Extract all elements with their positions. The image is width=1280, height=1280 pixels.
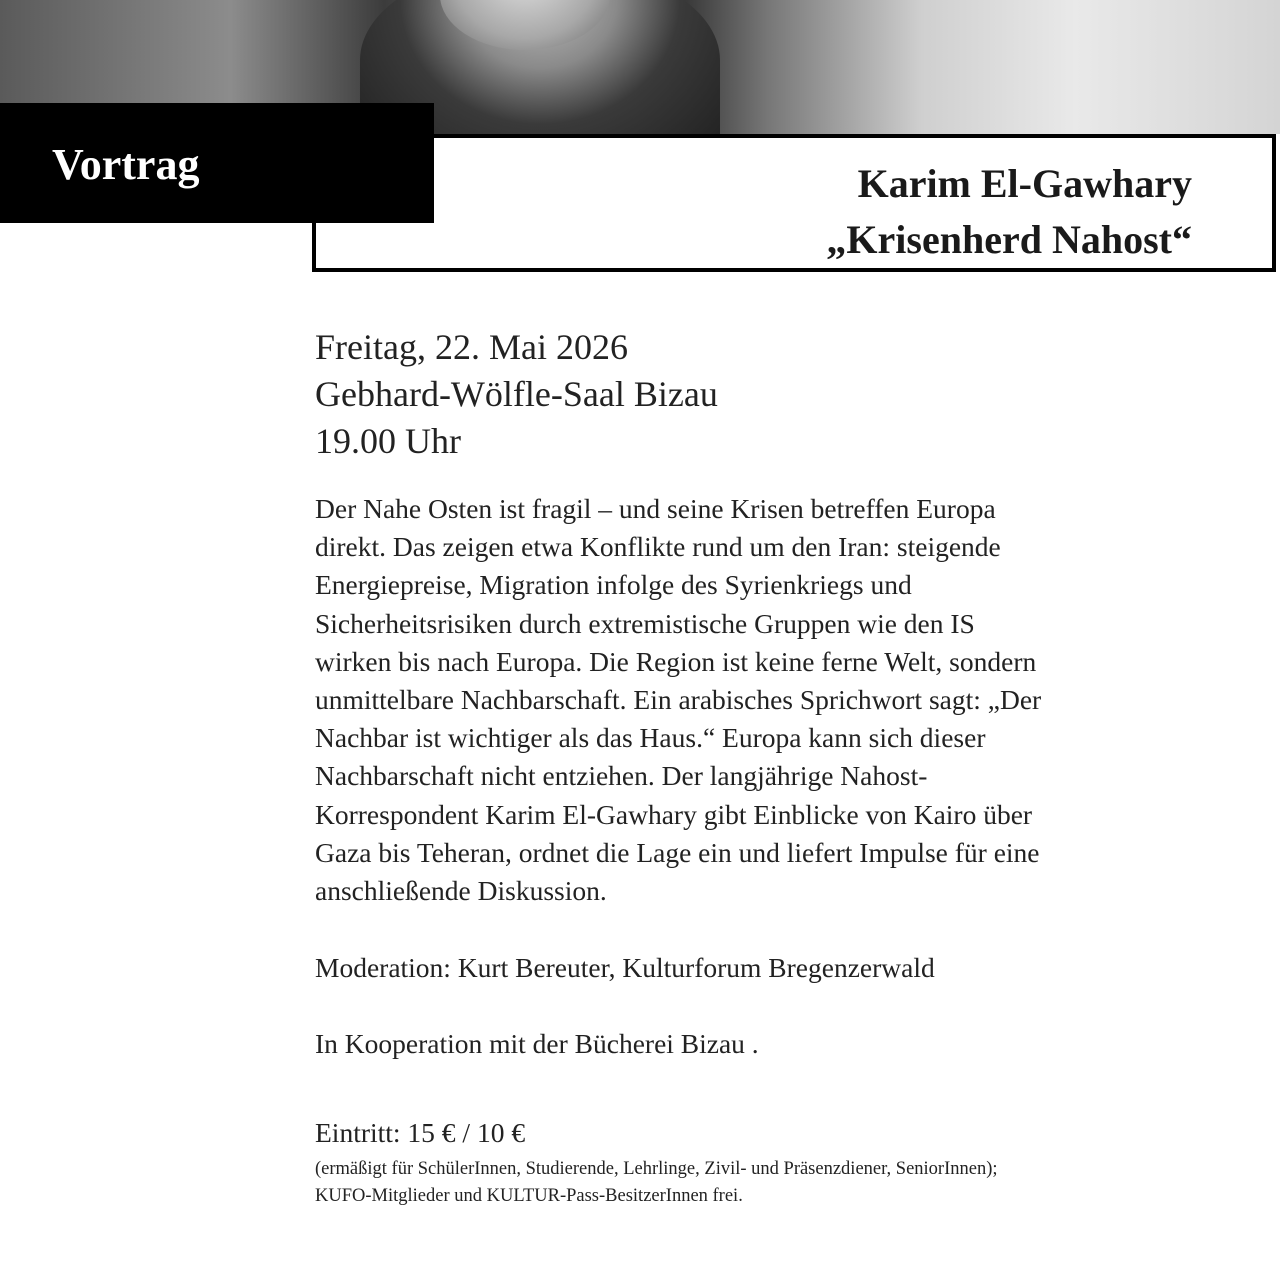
event-title-block xyxy=(826,156,1192,268)
speaker-name: Karim El-Gawhary xyxy=(857,161,1192,206)
entry-note xyxy=(315,1156,998,1210)
description-line: Nachbar ist wichtiger als das Haus.“ Europa kann sich dieser xyxy=(315,722,986,754)
entry-note-line: KUFO-Mitglieder und KULTUR-Pass-BesitzerInnen frei. xyxy=(315,1186,743,1206)
description-line: Sicherheitsrisiken durch extremistische Gruppen wie den IS xyxy=(315,607,975,639)
event-description xyxy=(315,490,1215,910)
description-line: Energiepreise, Migration infolge des Syrienkriegs und xyxy=(315,569,912,601)
event-time: 19.00 Uhr xyxy=(315,421,461,461)
description-line: unmittelbare Nachbarschaft. Ein arabisches Sprichwort sagt: „Der xyxy=(315,684,1042,716)
description-line: wirken bis nach Europa. Die Region ist keine ferne Welt, sondern xyxy=(315,645,1037,677)
event-info xyxy=(315,324,718,465)
description-line: Der Nahe Osten ist fragil – und seine Krisen betreffen Europa xyxy=(315,493,996,524)
entry-note-line: (ermäßigt für SchülerInnen, Studierende, Lehrlinge, Zivil- und Präsenzdiener, SeniorInnen); xyxy=(315,1159,998,1179)
description-line: Nachbarschaft nicht entziehen. Der langjährige Nahost- xyxy=(315,760,928,792)
description-line: direkt. Das zeigen etwa Konflikte rund um den Iran: steigende xyxy=(315,531,1001,563)
event-date: Freitag, 22. Mai 2026 xyxy=(315,327,628,367)
description-line: anschließende Diskussion. xyxy=(315,875,607,907)
event-title: „Krisenherd Nahost“ xyxy=(826,217,1192,262)
cooperation-text: In Kooperation mit der Bücherei Bizau . xyxy=(315,1028,759,1059)
event-venue: Gebhard-Wölfle-Saal Bizau xyxy=(315,374,718,414)
moderation-text: Moderation: Kurt Bereuter, Kulturforum Bregenzerwald xyxy=(315,952,935,983)
category-label: Vortrag xyxy=(52,140,200,189)
entry-price: Eintritt: 15 € / 10 € xyxy=(315,1117,526,1148)
description-line: Gaza bis Teheran, ordnet die Lage ein und liefert Impulse für eine xyxy=(315,836,1040,868)
description-line: Korrespondent Karim El-Gawhary gibt Einblicke von Kairo über xyxy=(315,798,1033,830)
